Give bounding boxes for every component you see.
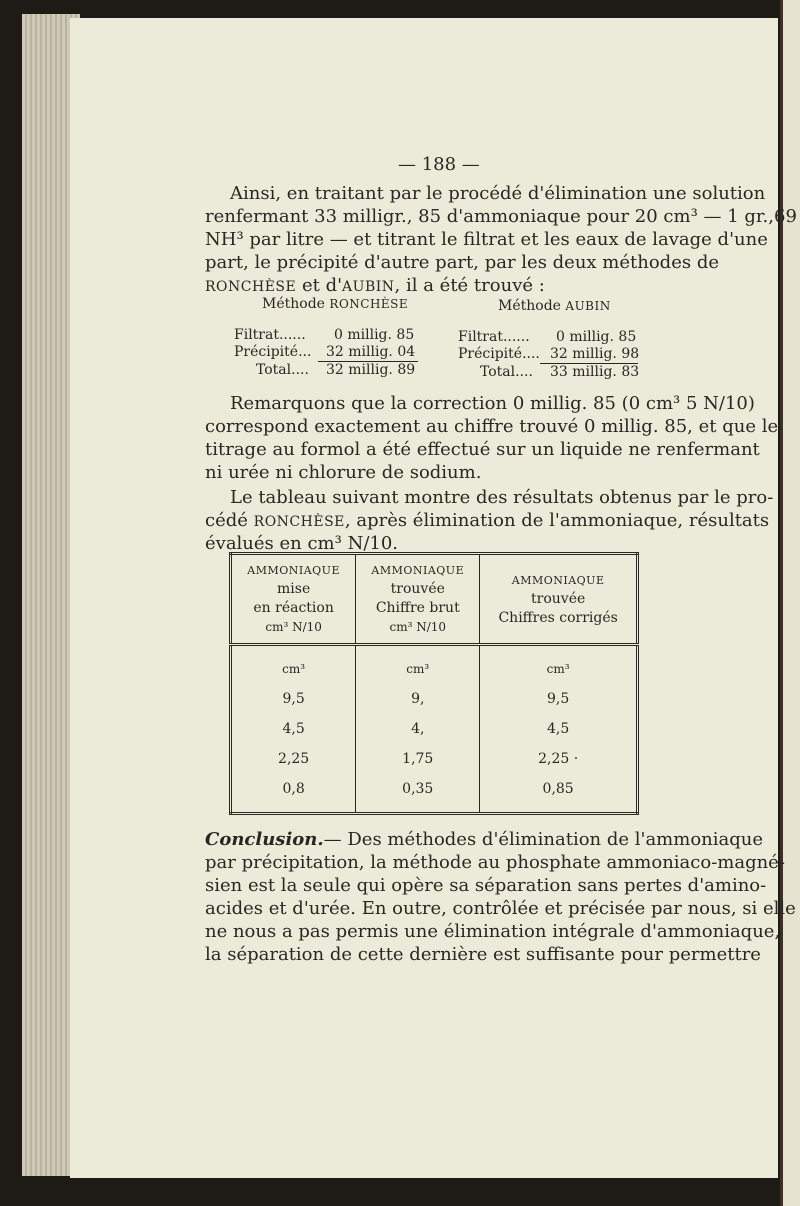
header-brut xyxy=(356,554,480,645)
right-row-value: 32 millig. 98 xyxy=(550,346,640,362)
para3-line2 xyxy=(205,510,769,533)
para3-line2-c: , après élimination de l'ammoniaque, résultats xyxy=(344,510,770,531)
unit-label: cm³ xyxy=(406,662,430,676)
unit-label: cm³ xyxy=(546,662,570,676)
header-line: mise xyxy=(277,581,311,597)
table-cell: 1,75 xyxy=(402,751,434,767)
para1-line3: NH³ par litre — et titrant le filtrat et les eaux de lavage d'une xyxy=(205,229,768,250)
header-line: en réaction xyxy=(253,600,334,616)
left-row-label: Précipité... xyxy=(234,344,312,360)
header-mise xyxy=(231,554,356,645)
header-line: cm³ N/10 xyxy=(389,620,447,634)
method-right-name: AUBIN xyxy=(565,299,611,313)
facing-page-edge xyxy=(780,0,800,1206)
method-left-label: Méthode xyxy=(262,296,325,312)
author-aubin: AUBIN xyxy=(342,279,395,295)
conclusion-line4: acides et d'urée. En outre, contrôlée et précisée par nous, si elle xyxy=(205,898,796,919)
conclusion-line5: ne nous a pas permis une élimination intégrale d'ammoniaque, xyxy=(205,921,781,942)
header-corriges xyxy=(480,554,638,645)
author-ronchese: RONCHÈSE xyxy=(205,279,297,295)
right-row-value: 33 millig. 83 xyxy=(550,364,640,380)
conclusion-line2: par précipitation, la méthode au phosphate ammoniaco-magné- xyxy=(205,852,785,873)
header-caps: AMMONIAQUE xyxy=(371,564,465,577)
header-line: Chiffre brut xyxy=(375,600,460,616)
left-row-value: 0 millig. 85 xyxy=(334,327,415,343)
results-table xyxy=(229,552,639,815)
para2-line2: correspond exactement au chiffre trouvé 0 millig. 85, et que le xyxy=(205,416,779,437)
conclusion-label: Conclusion. xyxy=(205,829,324,850)
para3-line2-a: cédé xyxy=(205,510,248,531)
conclusion-line1-text: — Des méthodes d'élimination de l'ammoniaque xyxy=(323,829,764,850)
para1-line4: part, le précipité d'autre part, par les deux méthodes de xyxy=(205,252,719,273)
para3-line1: Le tableau suivant montre des résultats obtenus par le pro- xyxy=(230,487,774,508)
para2-line3: titrage au formol a été effectué sur un liquide ne renfermant xyxy=(205,439,760,460)
right-row-value: 0 millig. 85 xyxy=(556,329,637,345)
unit-label: cm³ xyxy=(282,662,306,676)
table-cell: 2,25 · xyxy=(538,751,579,767)
para1-line5 xyxy=(205,275,545,298)
right-row-label: Total.... xyxy=(480,364,533,380)
conclusion-line6: la séparation de cette dernière est suffisante pour permettre xyxy=(205,944,761,965)
conclusion-line1 xyxy=(205,829,763,851)
column-brut xyxy=(356,645,480,814)
table-cell: 4,5 xyxy=(282,721,305,737)
method-left-title xyxy=(262,296,408,312)
table-cell: 0,35 xyxy=(402,781,434,797)
left-row-label: Total.... xyxy=(256,362,309,378)
column-mise xyxy=(231,645,356,814)
table-cell: 9, xyxy=(411,691,425,707)
header-line: Chiffres corrigés xyxy=(498,609,618,626)
table-cell: 9,5 xyxy=(547,691,570,707)
column-corriges xyxy=(480,645,638,814)
method-left-name: RONCHÈSE xyxy=(329,297,409,311)
conclusion-line3: sien est la seule qui opère sa séparation sans pertes d'amino- xyxy=(205,875,767,896)
para3-line3: évalués en cm³ N/10. xyxy=(205,533,399,554)
header-caps: AMMONIAQUE xyxy=(247,564,340,577)
para1-line5-b: et d' xyxy=(301,275,343,296)
header-line: cm³ N/10 xyxy=(265,620,322,634)
para2-line1: Remarquons que la correction 0 millig. 85 (0 cm³ 5 N/10) xyxy=(230,393,755,414)
page-number: — 188 — xyxy=(398,154,480,175)
left-row-value: 32 millig. 04 xyxy=(326,344,416,360)
header-caps: AMMONIAQUE xyxy=(511,573,605,587)
table-cell: 4,5 xyxy=(547,721,570,737)
method-right-label: Méthode xyxy=(498,298,561,314)
para1-line5-d: , il a été trouvé : xyxy=(394,275,545,296)
para1-line1: Ainsi, en traitant par le procédé d'élimination une solution xyxy=(230,183,766,204)
para1-line2: renfermant 33 milligr., 85 d'ammoniaque pour 20 cm³ — 1 gr.,69 xyxy=(205,206,797,227)
right-row-label: Précipité.... xyxy=(458,346,540,362)
para2-line4: ni urée ni chlorure de sodium. xyxy=(205,462,482,483)
method-right-title xyxy=(498,298,611,314)
table-cell: 0,85 xyxy=(542,781,574,797)
header-line: trouvée xyxy=(390,581,445,597)
right-row-label: Filtrat...... xyxy=(458,329,530,345)
header-line: trouvée xyxy=(531,590,586,607)
table-cell: 2,25 xyxy=(278,751,310,767)
table-cell: 4, xyxy=(411,721,425,737)
table-cell: 9,5 xyxy=(282,691,305,707)
left-row-label: Filtrat...... xyxy=(234,327,306,343)
table-cell: 0,8 xyxy=(282,781,305,797)
left-row-value: 32 millig. 89 xyxy=(326,362,416,378)
table-row xyxy=(231,645,638,814)
table-header-row xyxy=(231,554,638,645)
author-ronchese-2: RONCHÈSE xyxy=(253,514,345,530)
